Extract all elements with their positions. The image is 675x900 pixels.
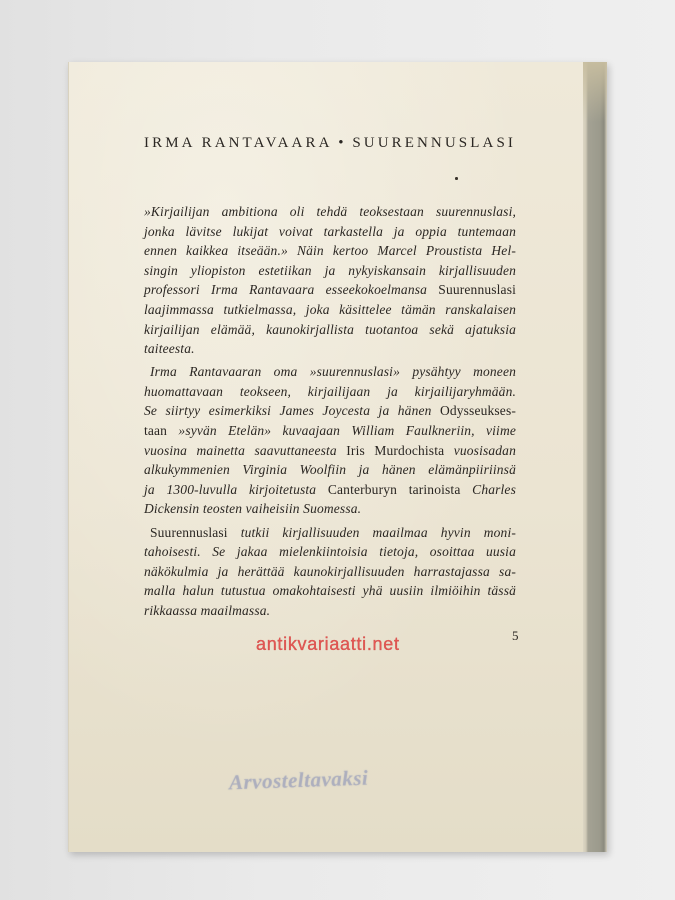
blurb-line [144, 460, 516, 480]
book-title: SUURENNUSLASI [352, 135, 516, 151]
blurb-text: taiteesta. [144, 341, 195, 357]
seller-watermark: antikvariaatti.net [256, 634, 400, 654]
cover-heading [144, 134, 516, 152]
blurb-text: malla halun tutustua omakohtaisesti yhä uusiin ilmiöihin tässä [144, 583, 516, 599]
blurb-text: huomattavaan teokseen, kirjailijaan ja kirjailijaryhmään. [144, 383, 516, 399]
blurb-line [144, 401, 516, 421]
blurb-text: alkukymmenien Virginia Woolfiin ja hänen elämänpiiriinsä [144, 462, 516, 478]
review-copy-stamp: Arvosteltavaksi [228, 765, 369, 795]
blurb-text: Irma Rantavaaran oma »suurennuslasi» pysähtyy moneen [150, 364, 516, 380]
blurb-text: Charles [460, 481, 516, 497]
blurb-text: rikkaassa maailmassa. [144, 602, 271, 618]
blurb-text: Se siirtyy esimerkiksi James Joycesta ja hänen [144, 403, 440, 419]
author-mention-text: Iris Murdochista [346, 442, 445, 458]
blurb-text: vuosina mainetta saavuttaneesta [144, 442, 347, 458]
blurb-line [144, 241, 516, 261]
blurb-text: tutkii kirjallisuuden maailmaa hyvin moni- [227, 524, 516, 540]
blurb-text-block [144, 202, 516, 620]
book-back-cover [68, 62, 607, 852]
blurb-text: »Kirjailijan ambitiona oli tehdä teoksestaan suurennuslasi, [144, 204, 516, 219]
blurb-text: »syvän Etelän» kuvaajaan William Faulkneriin, viime [167, 423, 516, 439]
heading-separator: • [338, 135, 347, 151]
blurb-line [144, 202, 516, 222]
blurb-text: näkökulmia ja herättää kaunokirjallisuuden harrastajassa sa- [144, 563, 516, 579]
spine-top-fade [583, 62, 607, 122]
blurb-line [144, 601, 516, 621]
blurb-text: ennen kaikkea itseään.» Näin kertoo Marcel Proustista Hel- [144, 243, 516, 259]
blurb-line [144, 320, 516, 340]
blurb-text: vuosisadan [444, 442, 516, 458]
blurb-line [144, 382, 516, 402]
cover-paper [68, 62, 583, 852]
blurb-line [144, 222, 516, 242]
blurb-line [144, 523, 516, 543]
blurb-line [144, 362, 516, 382]
blurb-line [144, 339, 516, 359]
blurb-line [144, 499, 516, 519]
work-title-text: Odysseukses- [439, 403, 516, 419]
blurb-paragraph-1 [144, 202, 516, 359]
cover-spine-edge [583, 62, 607, 852]
work-title-text: Canterburyn tarinoista [327, 481, 461, 497]
blurb-line [144, 300, 516, 320]
ink-speck [455, 177, 458, 180]
blurb-line [144, 441, 516, 461]
blurb-text: jonka lävitse lukijat voivat tarkastella ja oppia tuntemaan [144, 223, 516, 239]
page-number: 5 [512, 628, 519, 643]
blurb-text: kirjailijan elämää, kaunokirjallista tuotantoa sekä ajatuksia [144, 321, 516, 337]
blurb-line [144, 542, 516, 562]
blurb-line [144, 261, 516, 281]
blurb-text: ja 1300-luvulla kirjoitetusta [144, 481, 328, 497]
blurb-text: professori Irma Rantavaara esseekokoelmansa [144, 282, 439, 298]
work-title-text: taan [144, 423, 168, 439]
blurb-paragraph-3 [144, 523, 516, 621]
author-name: IRMA RANTAVAARA [144, 135, 333, 151]
blurb-paragraph-2 [144, 362, 516, 519]
blurb-text: singin yliopiston estetiikan ja nykyiskansain kirjallisuuden [144, 262, 516, 278]
blurb-line [144, 421, 516, 441]
blurb-line [144, 581, 516, 601]
blurb-text: laajimmassa tutkielmassa, joka käsittelee tämän ranskalaisen [144, 301, 516, 317]
work-title-text: Suurennuslasi [150, 524, 228, 540]
blurb-text: Dickensin teosten vaiheisiin Suomessa. [144, 501, 362, 517]
blurb-line [144, 480, 516, 500]
blurb-text: tahoisesti. Se jakaa mielenkiintoisia tietoja, osoittaa uusia [144, 544, 516, 560]
work-title-text: Suurennuslasi [438, 282, 516, 298]
blurb-line [144, 562, 516, 582]
blurb-line [144, 280, 516, 300]
